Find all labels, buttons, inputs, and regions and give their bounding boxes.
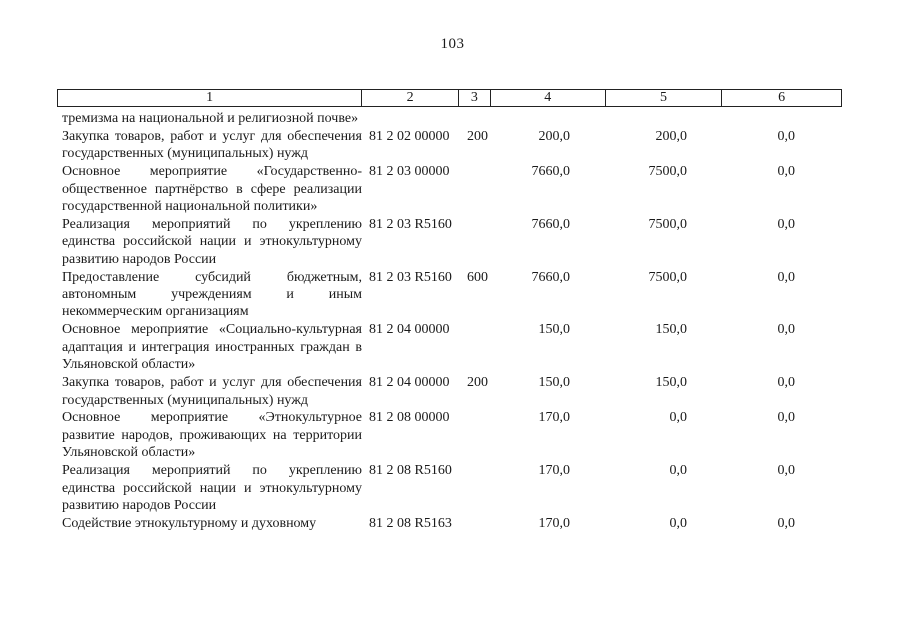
row-value-4: 170,0 <box>538 515 570 531</box>
row-description: Предоставление субсидий бюджетным, автономным учреждениям и иным некоммерческим организациям <box>62 269 362 320</box>
row-value-6: 0,0 <box>777 269 795 285</box>
row-code: 81 2 03 R5160 <box>369 269 452 285</box>
table-row <box>57 321 842 373</box>
row-code: 81 2 08 R5163 <box>369 515 452 531</box>
header-col-3: 3 <box>459 90 491 106</box>
row-code: 81 2 04 00000 <box>369 375 450 391</box>
row-value-5: 0,0 <box>669 515 687 531</box>
table-row <box>57 128 842 163</box>
row-value-5: 7500,0 <box>648 269 687 285</box>
row-code: 81 2 08 00000 <box>369 410 450 426</box>
table-row <box>57 110 842 127</box>
table-row <box>57 269 842 321</box>
row-code: 81 2 03 R5160 <box>369 216 452 232</box>
header-col-5: 5 <box>606 90 723 106</box>
row-description: Реализация мероприятий по укреплению единства российской нации и этнокультурному развитию народов России <box>62 463 362 513</box>
row-description: Содействие этнокультурному и духовному <box>62 515 317 531</box>
table-row <box>57 409 842 461</box>
header-col-4: 4 <box>491 90 606 106</box>
row-value-5: 150,0 <box>655 322 687 338</box>
table-row <box>57 462 842 514</box>
row-description: тремизма на национальной и религиозной почве» <box>62 111 359 126</box>
row-code: 81 2 08 R5160 <box>369 463 452 479</box>
row-value-5: 0,0 <box>669 410 687 426</box>
row-value-4: 170,0 <box>538 410 570 426</box>
table-row <box>57 515 842 532</box>
table-row <box>57 374 842 409</box>
header-col-1: 1 <box>58 90 362 106</box>
row-value-6: 0,0 <box>777 463 795 479</box>
row-value-6: 0,0 <box>777 216 795 232</box>
row-description: Основное мероприятие «Социально-культурная адаптация и интеграция иностранных граждан в Ульяновской области» <box>62 322 362 373</box>
row-value-4: 7660,0 <box>531 216 570 232</box>
row-description: Закупка товаров, работ и услуг для обеспечения государственных (муниципальных) нужд <box>62 375 362 408</box>
row-code: 81 2 03 00000 <box>369 164 450 180</box>
row-expense-type: 200 <box>467 375 488 391</box>
row-expense-type: 200 <box>467 128 488 144</box>
row-value-4: 7660,0 <box>531 269 570 285</box>
table-row <box>57 216 842 268</box>
row-code: 81 2 04 00000 <box>369 322 450 338</box>
row-value-4: 150,0 <box>538 322 570 338</box>
row-value-4: 150,0 <box>538 375 570 391</box>
row-value-6: 0,0 <box>777 164 795 180</box>
row-description: Основное мероприятие «Этнокультурное развитие народов, проживающих на территории Ульяновской области» <box>62 410 362 461</box>
row-value-5: 7500,0 <box>648 216 687 232</box>
table-body <box>57 110 842 532</box>
row-value-6: 0,0 <box>777 322 795 338</box>
row-description: Реализация мероприятий по укреплению единства российской нации и этнокультурному развитию народов России <box>62 216 362 267</box>
row-value-5: 150,0 <box>655 375 687 391</box>
row-expense-type: 600 <box>467 269 488 285</box>
row-value-6: 0,0 <box>777 410 795 426</box>
row-value-6: 0,0 <box>777 515 795 531</box>
row-value-5: 200,0 <box>655 128 687 144</box>
row-value-4: 7660,0 <box>531 164 570 180</box>
row-description: Основное мероприятие «Государственно-общественное партнёрство в сфере реализации государственной национальной политики» <box>62 164 362 215</box>
row-value-4: 200,0 <box>538 128 570 144</box>
row-value-6: 0,0 <box>777 375 795 391</box>
page-number: 103 <box>440 36 465 52</box>
row-value-4: 170,0 <box>538 463 570 479</box>
row-value-5: 0,0 <box>669 463 687 479</box>
table-header <box>57 89 842 107</box>
row-value-5: 7500,0 <box>648 164 687 180</box>
header-col-2: 2 <box>362 90 459 106</box>
table-row <box>57 163 842 215</box>
row-code: 81 2 02 00000 <box>369 128 450 144</box>
row-value-6: 0,0 <box>777 128 795 144</box>
header-col-6: 6 <box>778 90 786 105</box>
row-description: Закупка товаров, работ и услуг для обеспечения государственных (муниципальных) нужд <box>62 128 362 162</box>
